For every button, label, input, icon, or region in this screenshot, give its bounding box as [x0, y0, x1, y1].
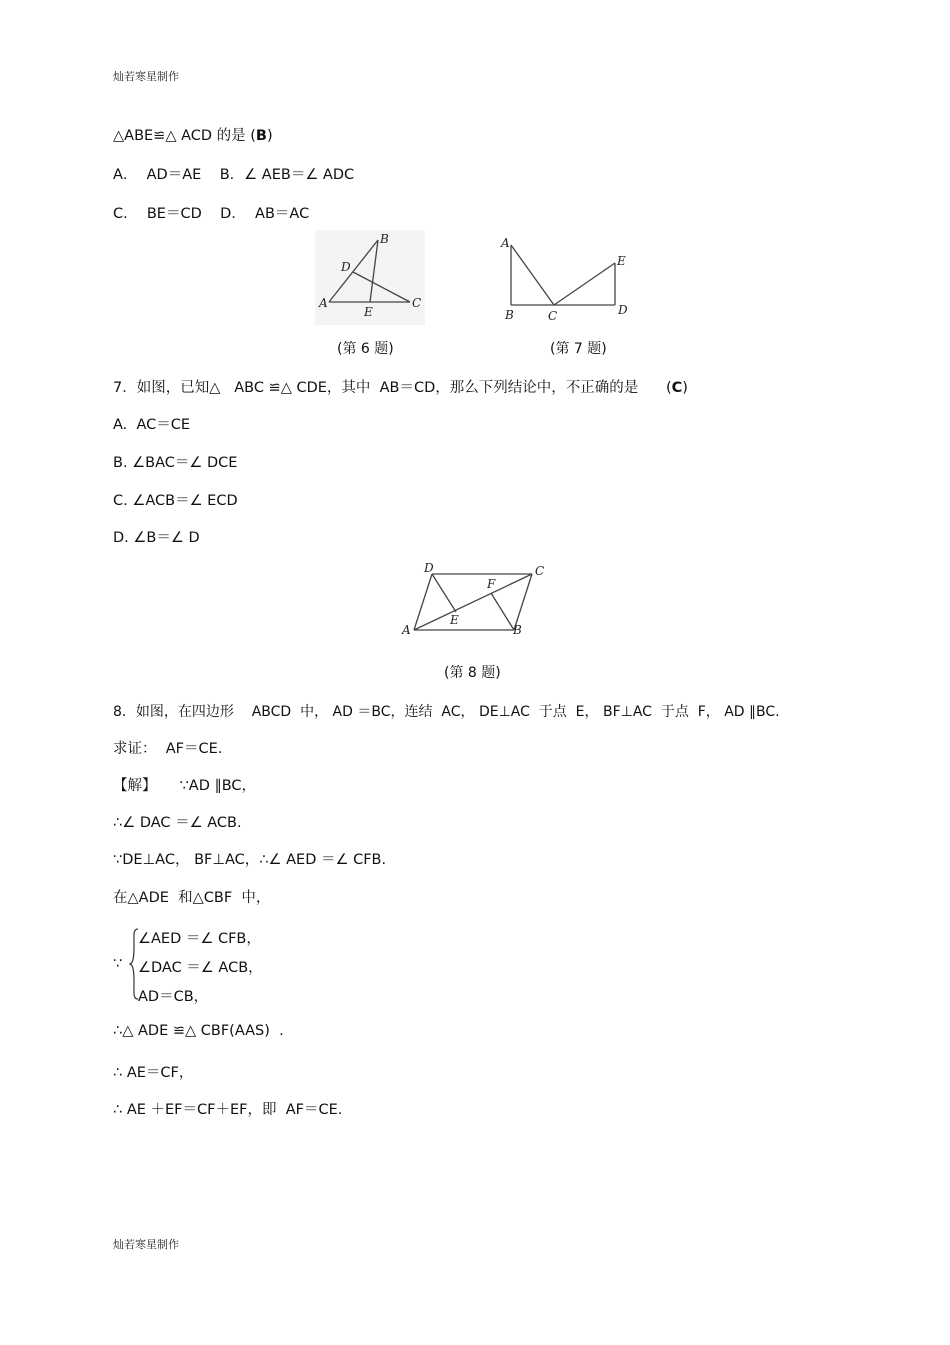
fig8-label-e: E: [450, 613, 459, 627]
figure-6-caption: (第 6 题): [337, 341, 394, 357]
q6-answer: B: [255, 128, 267, 144]
q7-option-d: D. ∠B＝∠ D: [113, 530, 200, 546]
figure-8-diagram: [398, 560, 550, 642]
system-line-3: AD＝CB，: [138, 989, 209, 1005]
figure-6-diagram: [315, 230, 425, 325]
q8-solution-line-2: ∴∠ DAC ＝∠ ACB.: [113, 815, 242, 831]
q6-stem: [113, 124, 273, 145]
fig8-label-c: C: [535, 564, 545, 578]
fig7-label-c: C: [548, 309, 558, 323]
page-header: 灿若寒星制作: [113, 70, 179, 83]
figure-8-caption: (第 8 题): [444, 665, 501, 681]
fig7-label-a: A: [501, 236, 510, 250]
q6-options-cd: C． BE＝CD D． AB＝AC: [113, 206, 310, 222]
fig6-label-d: D: [341, 260, 351, 274]
fig7-label-e: E: [617, 254, 626, 268]
fig6-label-b: B: [380, 232, 389, 246]
q6-stem-text: △ABE≌△ ACD 的是 (: [113, 128, 256, 144]
q8-prove: 求证： AF＝CE.: [113, 741, 223, 757]
q8-solution-line-4: 在△ADE 和△CBF 中，: [113, 890, 271, 906]
q6-options-ab: A． AD＝AE B．∠ AEB＝∠ ADC: [113, 167, 355, 183]
q7-stem: [113, 376, 688, 397]
fig8-label-a: A: [402, 623, 411, 637]
fig8-label-b: B: [513, 623, 522, 637]
q8-conclusion-line-3: ∴ AE ＋EF＝CF＋EF，即 AF＝CE.: [113, 1102, 343, 1118]
system-line-2: ∠DAC ＝∠ ACB，: [138, 960, 263, 976]
q7-stem-close: ): [682, 380, 688, 396]
q7-stem-text: 7．如图，已知△ ABC ≌△ CDE，其中 AB＝CD，那么下列结论中，不正确的是 (: [113, 380, 672, 396]
q7-option-a: A. AC＝CE: [113, 417, 191, 433]
figure-7-caption: (第 7 题): [550, 341, 607, 357]
system-line-1: ∠AED ＝∠ CFB，: [138, 931, 261, 947]
q7-option-b: B. ∠BAC＝∠ DCE: [113, 455, 238, 471]
q8-solution-line-3: ∵DE⊥AC， BF⊥AC，∴∠ AED ＝∠ CFB.: [113, 852, 387, 868]
q8-conclusion-line-2: ∴ AE＝CF，: [113, 1065, 194, 1081]
fig7-label-d: D: [618, 303, 628, 317]
fig6-label-c: C: [412, 296, 422, 310]
q6-stem-close: ): [266, 128, 273, 144]
q7-answer: C: [671, 380, 683, 396]
fig8-label-d: D: [424, 561, 434, 575]
q8-solution-line-1: 【解】 ∵AD ∥BC，: [113, 778, 257, 794]
fig6-label-e: E: [364, 305, 373, 319]
q8-conclusion-line-1: ∴△ ADE ≌△ CBF(AAS) .: [113, 1023, 284, 1039]
fig6-label-a: A: [319, 296, 328, 310]
q8-stem: 8．如图，在四边形 ABCD 中， AD ＝BC，连结 AC， DE⊥AC 于点 E， BF⊥AC 于点 F， AD ∥BC.: [113, 704, 780, 720]
fig7-label-b: B: [505, 308, 514, 322]
q7-option-c: C. ∠ACB＝∠ ECD: [113, 493, 238, 509]
fig8-label-f: F: [487, 577, 496, 591]
because-symbol: ∵: [113, 956, 123, 972]
page-footer: 灿若寒星制作: [113, 1238, 179, 1251]
figure-7-diagram: [498, 233, 633, 323]
